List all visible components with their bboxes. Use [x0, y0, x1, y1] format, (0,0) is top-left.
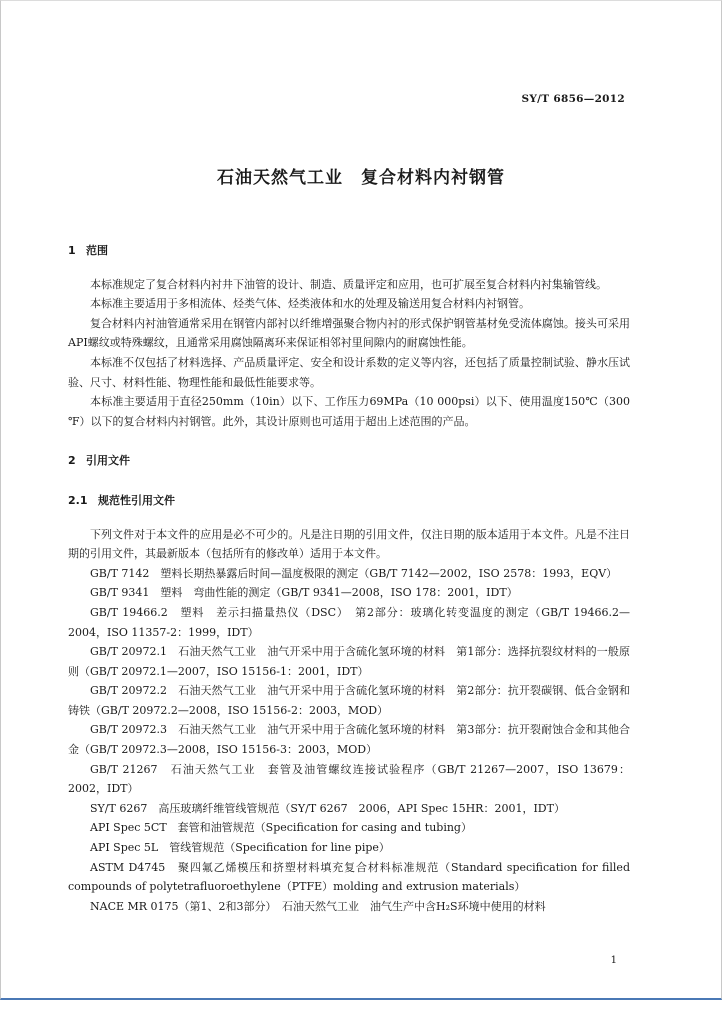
document-body: [68, 241, 630, 916]
paragraph: 本标准规定了复合材料内衬井下油管的设计、制造、质量评定和应用，也可扩展至复合材料内衬集输管线。: [90, 277, 607, 291]
subsection-heading-normative-references: [68, 491, 630, 511]
reference-item: GB/T 20972.1 石油天然气工业 油气开采中用于含硫化氢环境的材料 第1部分：选择抗裂纹材料的一般原则（GB/T 20972.1—2007，ISO 15156-1：2001，IDT）: [68, 645, 630, 678]
section-heading-references: [68, 451, 630, 471]
reference-item: GB/T 19466.2 塑料 差示扫描量热仪（DSC） 第2部分：玻璃化转变温度的测定（GB/T 19466.2—2004，ISO 11357-2：1999，IDT）: [68, 605, 630, 639]
paragraph: 本标准主要适用于直径250mm（10in）以下、工作压力69MPa（10 000psi）以下、使用温度150℃（300 ℉）以下的复合材料内衬钢管。此外，其设计原则也可适用于超出上述范围的产品。: [68, 395, 630, 428]
subsection-number: 2.1: [68, 493, 88, 507]
section-title: 范围: [86, 244, 108, 257]
reference-item: SY/T 6267 高压玻璃纤维管线管规范（SY/T 6267 2006，API Spec 15HR：2001，IDT）: [90, 801, 565, 815]
reference-item: GB/T 20972.3 石油天然气工业 油气开采中用于含硫化氢环境的材料 第3部分：抗开裂耐蚀合金和其他合金（GB/T 20972.3—2008，ISO 15156-3：2003，MOD）: [68, 723, 630, 757]
reference-item: GB/T 9341 塑料 弯曲性能的测定（GB/T 9341—2008，ISO 178：2001，IDT）: [90, 586, 518, 600]
paragraph: 本标准不仅包括了材料选择、产品质量评定、安全和设计系数的定义等内容，还包括了质量控制试验、静水压试验、尺寸、材料性能、物理性能和最低性能要求等。: [68, 355, 630, 389]
reference-item: API Spec 5L 管线管规范（Specification for line pipe）: [90, 841, 390, 855]
reference-item: ASTM D4745 聚四氟乙烯模压和挤塑材料填充复合材料标准规范（Standard specification for filled compounds of polytetrafluoroethylene（PTFE）molding and extrusion materials）: [68, 860, 630, 894]
page-number: 1: [610, 955, 617, 966]
reference-item: NACE MR 0175（第1、2和3部分） 石油天然气工业 油气生产中含H₂S环境中使用的材料: [90, 899, 546, 913]
standard-code: SY/T 6856—2012: [521, 93, 625, 105]
reference-item: API Spec 5CT 套管和油管规范（Specification for casing and tubing）: [90, 821, 472, 835]
paragraph: 复合材料内衬油管通常采用在钢管内部衬以纤维增强聚合物内衬的形式保护钢管基材免受流体腐蚀。接头可采用API螺纹或特殊螺纹，且通常采用腐蚀隔离环来保证相邻衬里间隙内的耐腐蚀性能。: [68, 316, 630, 350]
section-title: 引用文件: [86, 454, 130, 468]
reference-item: GB/T 20972.2 石油天然气工业 油气开采中用于含硫化氢环境的材料 第2部分：抗开裂碳钢、低合金钢和铸铁（GB/T 20972.2—2008，ISO 15156-2：2003，MOD）: [68, 684, 630, 717]
paragraph: 本标准主要适用于多相流体、烃类气体、烃类液体和水的处理及输送用复合材料内衬钢管。: [90, 297, 530, 311]
subsection-title: 规范性引用文件: [98, 493, 175, 507]
reference-item: GB/T 7142 塑料长期热暴露后时间—温度极限的测定（GB/T 7142—2002，ISO 2578：1993，EQV）: [90, 566, 618, 580]
section-number: 1: [68, 244, 76, 257]
section-number: 2: [68, 454, 76, 468]
document-title: 石油天然气工业 复合材料内衬钢管: [217, 168, 505, 188]
paragraph: 下列文件对于本文件的应用是必不可少的。凡是注日期的引用文件，仅注日期的版本适用于本文件。凡是不注日期的引用文件，其最新版本（包括所有的修改单）适用于本文件。: [68, 527, 630, 561]
reference-item: GB/T 21267 石油天然气工业 套管及油管螺纹连接试验程序（GB/T 21267—2007，ISO 13679：2002，IDT）: [68, 762, 630, 796]
section-heading-scope: [68, 241, 630, 261]
